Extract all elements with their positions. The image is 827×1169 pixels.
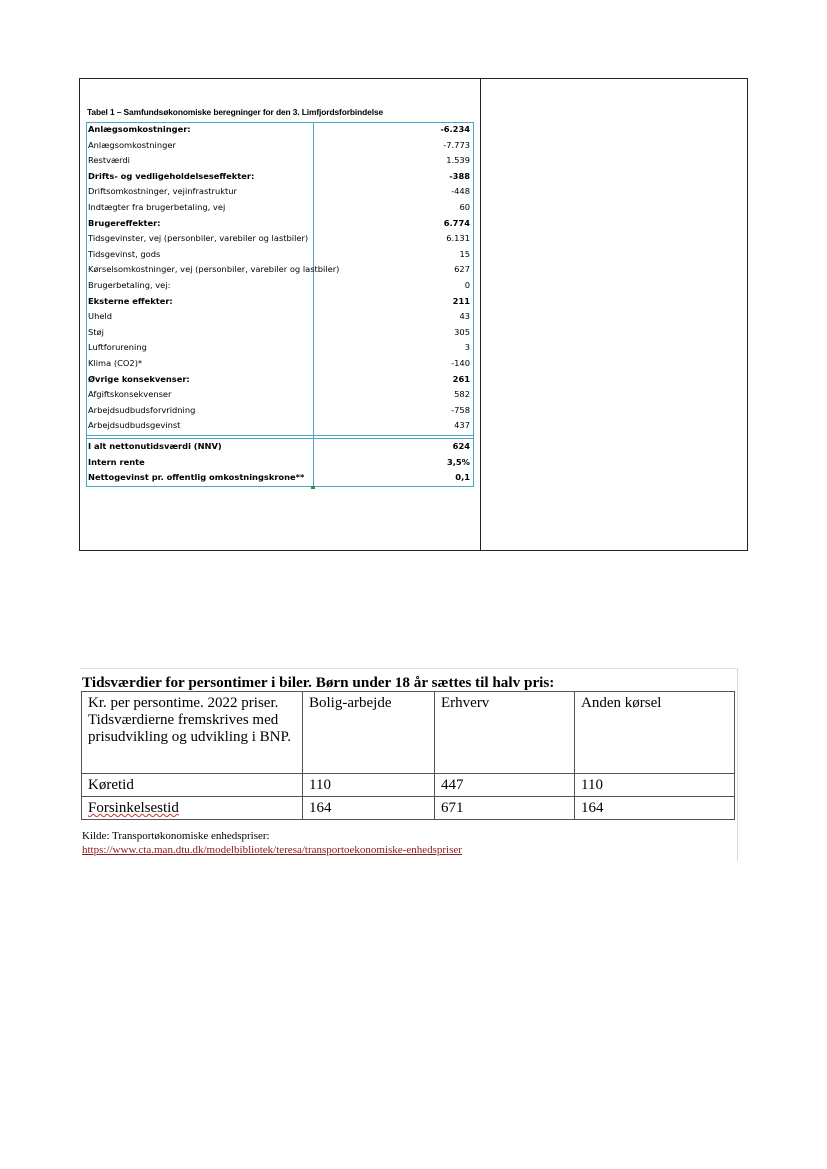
table-row	[86, 340, 474, 356]
row-label: Indtægter fra brugerbetaling, vej	[88, 201, 226, 212]
table-row	[86, 231, 474, 247]
table-row	[86, 262, 474, 278]
row-label: Uheld	[88, 311, 113, 322]
row-label: Brugerbetaling, vej:	[88, 279, 171, 290]
source-link[interactable]: https://www.cta.man.dtu.dk/modelbibliotek/teresa/transportoekonomiske-enhedspriser	[82, 844, 462, 856]
table-row	[86, 356, 474, 372]
table2-cell: 110	[303, 774, 435, 797]
total-value: 0,1	[455, 472, 470, 483]
row-label: Klima (CO2)*	[88, 357, 143, 368]
table-row	[86, 325, 474, 341]
table2-row-label: Køretid	[82, 774, 303, 797]
row-value: 261	[452, 373, 470, 384]
row-value: -448	[451, 186, 470, 197]
total-label: Nettogevinst pr. offentlig omkostningskrone**	[88, 472, 305, 483]
row-label: Tidsgevinst, gods	[88, 248, 161, 259]
table-row	[82, 774, 735, 797]
row-value: 0	[464, 279, 470, 290]
table2-title: Tidsværdier for persontimer i biler. Børn under 18 år sættes til halv pris:	[82, 674, 555, 691]
table-row	[86, 309, 474, 325]
row-value: 582	[454, 389, 470, 400]
row-value: 627	[454, 264, 470, 275]
table-row	[82, 797, 735, 820]
table-row	[86, 153, 474, 169]
row-label: Kørselsomkostninger, vej (personbiler, varebiler og lastbiler)	[88, 264, 340, 275]
table-row	[86, 184, 474, 200]
table-row	[86, 387, 474, 403]
row-label: Arbejdsudbudsforvridning	[88, 404, 196, 415]
table-row	[86, 403, 474, 419]
row-value: 6.774	[443, 217, 470, 228]
selection-border-bottom	[86, 486, 474, 487]
table2-cell: 671	[435, 797, 575, 820]
frame-divider	[480, 79, 481, 550]
table-row	[86, 278, 474, 294]
row-value: 305	[454, 326, 470, 337]
table1-totals	[86, 439, 474, 486]
table2-cell: 164	[303, 797, 435, 820]
table-row	[86, 169, 474, 185]
table-row	[86, 138, 474, 154]
table2	[81, 691, 735, 820]
table1-title: Tabel 1 – Samfundsøkonomiske beregninger for den 3. Limfjordsforbindelse	[87, 107, 384, 117]
row-value: 1.539	[446, 155, 470, 166]
spellcheck-flagged-word: Forsinkelsestid	[88, 800, 179, 816]
total-separator-line	[86, 435, 474, 436]
table-row	[86, 294, 474, 310]
outer-frame	[79, 78, 748, 551]
total-value: 624	[452, 441, 470, 451]
table2-block	[80, 668, 738, 861]
row-label: Brugereffekter:	[88, 217, 161, 228]
table2-source	[82, 829, 462, 857]
table2-header-description: Kr. per persontime. 2022 priser. Tidsværdierne fremskrives med prisudvikling og udvikling i BNP.	[82, 692, 303, 774]
table-row	[86, 247, 474, 263]
total-label: I alt nettonutidsværdi (NNV)	[88, 441, 222, 451]
table-row	[86, 122, 474, 138]
row-label: Luftforurening	[88, 342, 147, 353]
row-label: Eksterne effekter:	[88, 295, 173, 306]
total-row	[86, 455, 474, 471]
table2-header-col3: Anden kørsel	[575, 692, 735, 774]
source-label: Kilde: Transportøkonomiske enhedspriser:	[82, 830, 270, 842]
total-row	[86, 470, 474, 486]
table-row	[86, 200, 474, 216]
table2-header-col2: Erhverv	[435, 692, 575, 774]
row-value: 6.131	[446, 233, 470, 244]
row-label: Afgiftskonsekvenser	[88, 389, 172, 400]
table2-header-row	[82, 692, 735, 774]
row-value: -6.234	[440, 124, 470, 134]
row-label: Arbejdsudbudsgevinst	[88, 420, 181, 431]
table1-rows	[86, 122, 474, 434]
table2-cell: 447	[435, 774, 575, 797]
total-value: 3,5%	[446, 456, 470, 467]
table1	[86, 122, 474, 483]
row-label: Anlægsomkostninger:	[88, 124, 191, 134]
row-label: Støj	[88, 326, 104, 337]
row-value: -388	[449, 170, 470, 181]
row-label: Øvrige konsekvenser:	[88, 373, 190, 384]
row-label: Tidsgevinster, vej (personbiler, varebiler og lastbiler)	[88, 233, 309, 244]
table-row	[86, 418, 474, 434]
table2-row-label	[82, 797, 303, 820]
total-row	[86, 439, 474, 455]
table2-cell: 164	[575, 797, 735, 820]
row-value: 43	[459, 311, 470, 322]
row-value: -7.773	[443, 139, 470, 150]
fill-handle[interactable]	[311, 486, 315, 489]
total-label: Intern rente	[88, 456, 145, 467]
table-row	[86, 216, 474, 232]
row-label: Anlægsomkostninger	[88, 139, 176, 150]
row-label: Drifts- og vedligeholdelseseffekter:	[88, 170, 255, 181]
table2-header-col1: Bolig-arbejde	[303, 692, 435, 774]
row-value: 3	[464, 342, 470, 353]
row-value: 211	[452, 295, 470, 306]
row-value: -140	[451, 357, 470, 368]
row-value: 437	[454, 420, 470, 431]
row-value: -758	[451, 404, 470, 415]
row-value: 15	[459, 248, 470, 259]
row-value: 60	[459, 201, 470, 212]
row-label: Driftsomkostninger, vejinfrastruktur	[88, 186, 237, 197]
table-row	[86, 372, 474, 388]
row-label: Restværdi	[88, 155, 130, 166]
table2-cell: 110	[575, 774, 735, 797]
